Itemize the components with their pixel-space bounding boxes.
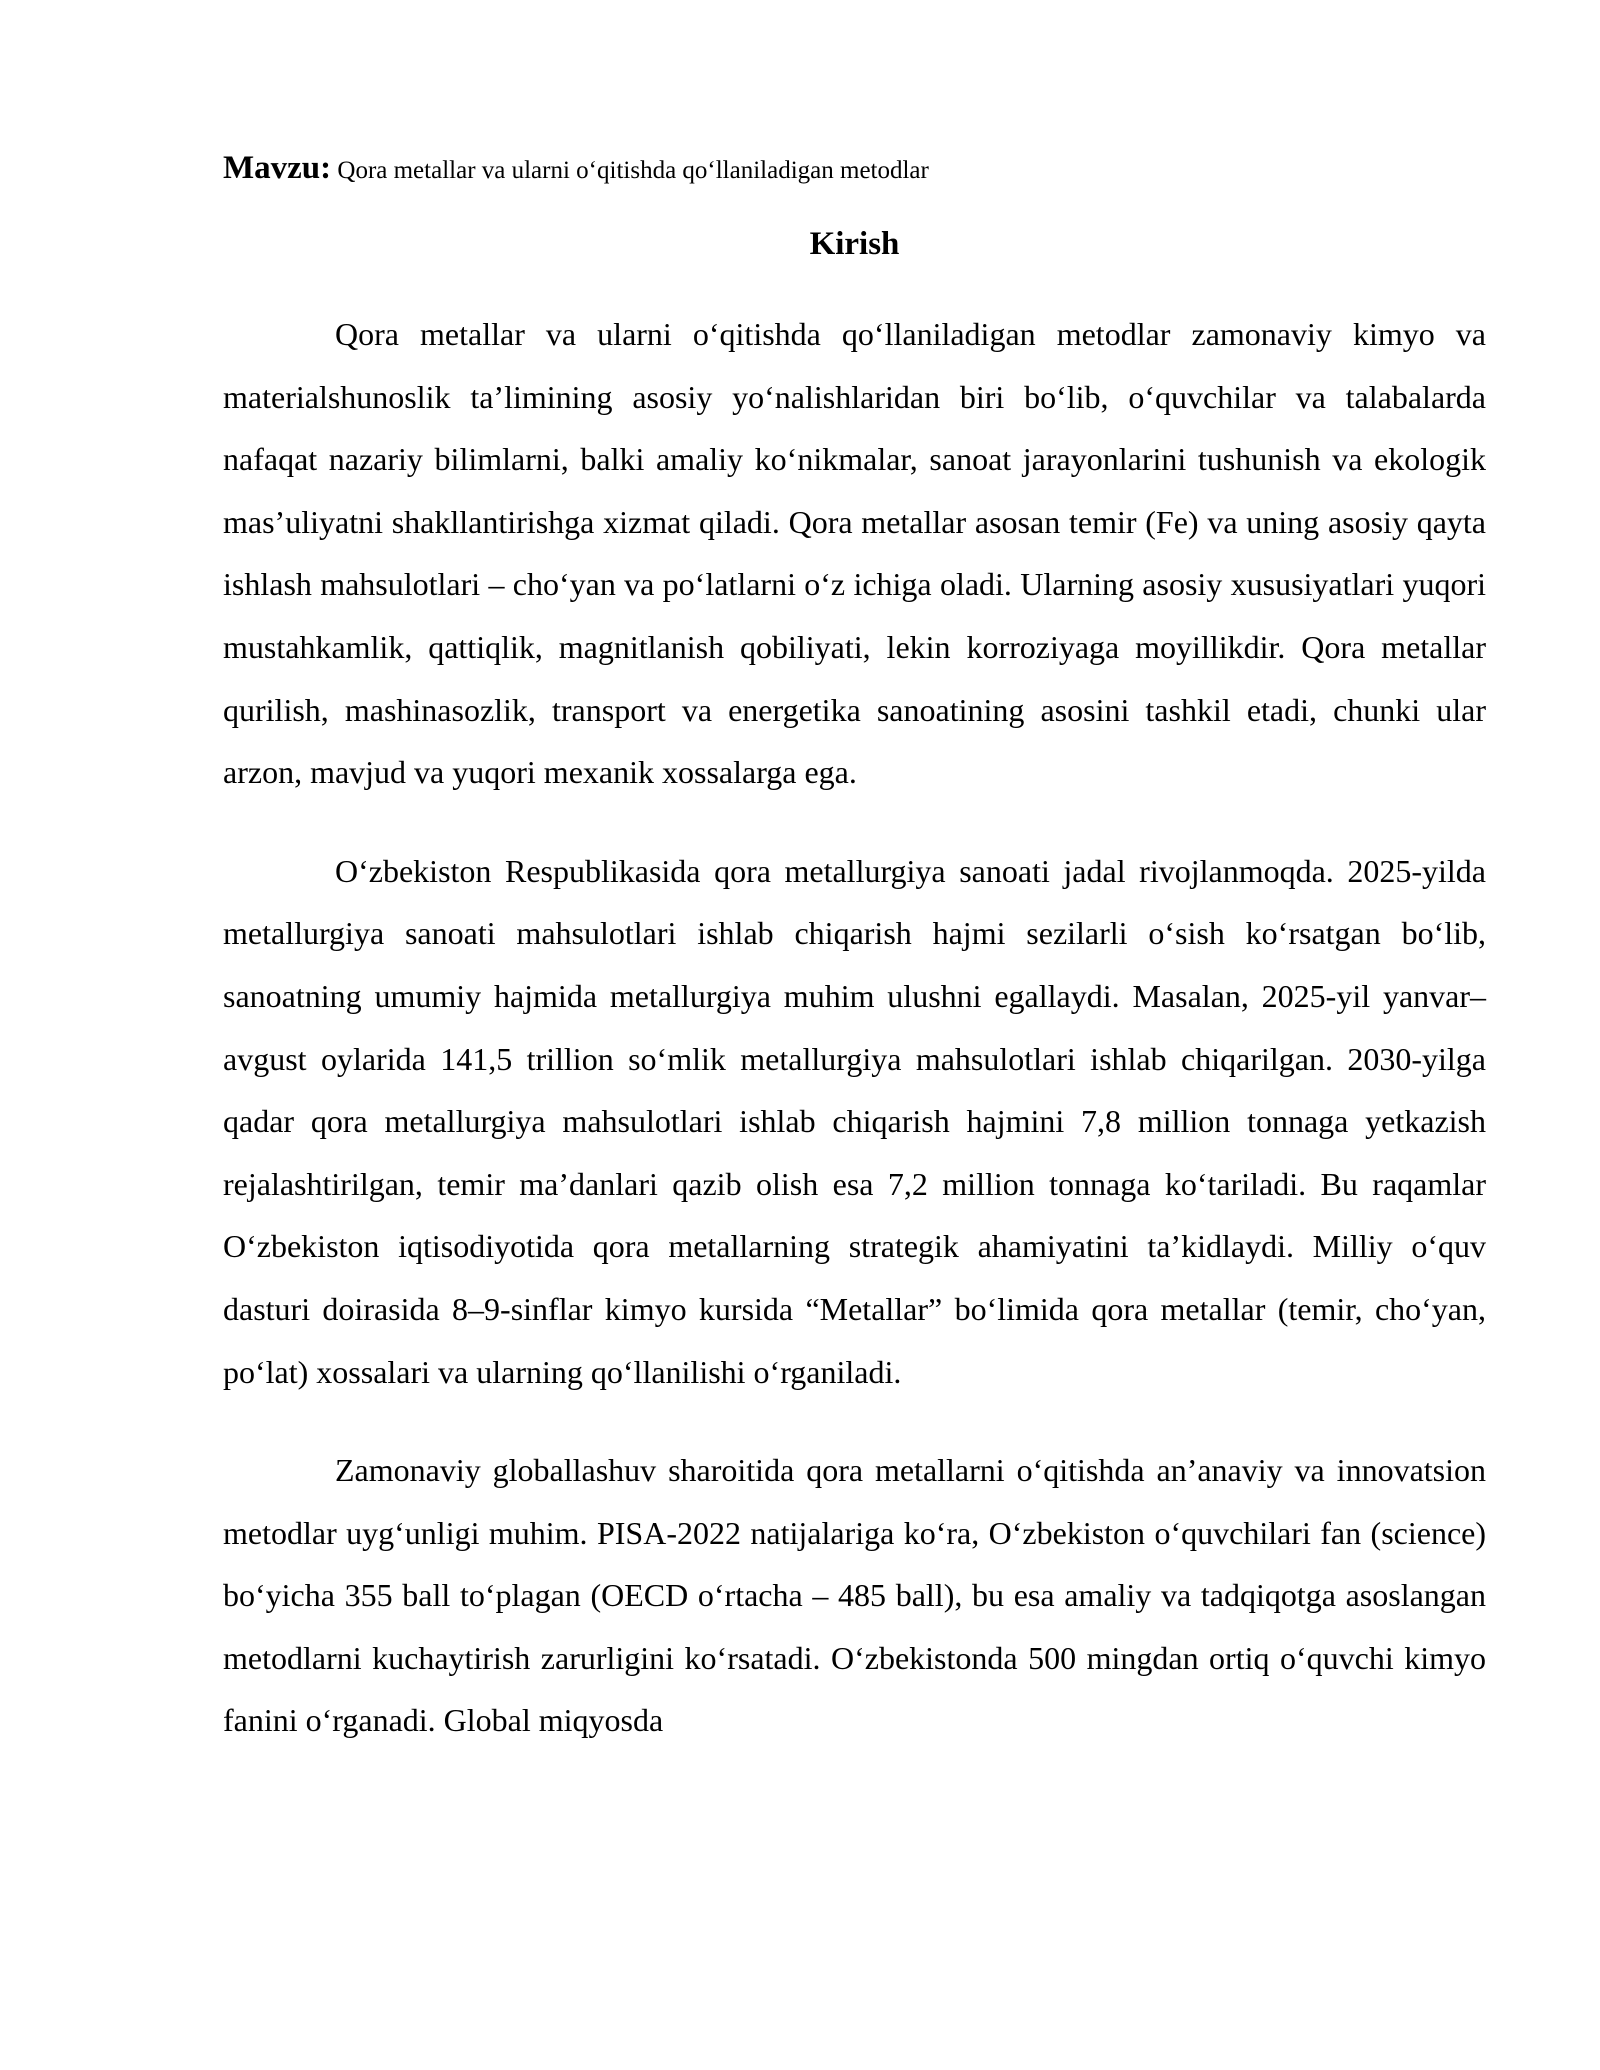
paragraph-1: Qora metallar va ularni o‘qitishda qo‘llaniladigan metodlar zamonaviy kimyo va materialshunoslik ta’limining asosiy yo‘nalishlaridan biri bo‘lib, o‘quvchilar va talabalarda nafaqat nazariy bilimlarni, balki amaliy ko‘nikmalar, sanoat jarayonlarini tushunish va ekologik mas’uliyatni shakllantirishga xizmat qiladi. Qora metallar asosan temir (Fe) va uning asosiy qayta ishlash mahsulotlari – cho‘yan va po‘latlarni o‘z ichiga oladi. Ularning asosiy xususiyatlari yuqori mustahkamlik, qattiqlik, magnitlanish qobiliyati, lekin korroziyaga moyillikdir. Qora metallar qurilish, mashinasozlik, transport va energetika sanoatining asosini tashkil etadi, chunki ular arzon, mavjud va yuqori mexanik xossalarga ega. bbox=[223, 316, 1486, 791]
document-page bbox=[223, 148, 1486, 1788]
paragraph-2: O‘zbekiston Respublikasida qora metallurgiya sanoati jadal rivojlanmoqda. 2025-yilda metallurgiya sanoati mahsulotlari ishlab chiqarish hajmi sezilarli o‘sish ko‘rsatgan bo‘lib, sanoatning umumiy hajmida metallurgiya muhim ulushni egallaydi. Masalan, 2025-yil yanvar–avgust oylarida 141,5 trillion so‘mlik metallurgiya mahsulotlari ishlab chiqarilgan. 2030-yilga qadar qora metallurgiya mahsulotlari ishlab chiqarish hajmini 7,8 million tonnaga yetkazish rejalashtirilgan, temir ma’danlari qazib olish esa 7,2 million tonnaga ko‘tariladi. Bu raqamlar O‘zbekiston iqtisodiyotida qora metallarning strategik ahamiyatini ta’kidlaydi. Milliy o‘quv dasturi doirasida 8–9-sinflar kimyo kursida “Metallar” bo‘limida qora metallar (temir, cho‘yan, po‘lat) xossalari va ularning qo‘llanilishi o‘rganiladi. bbox=[223, 852, 1486, 1390]
topic-line bbox=[223, 148, 1486, 191]
paragraph-3: Zamonaviy globallashuv sharoitida qora metallarni o‘qitishda an’anaviy va innovatsion metodlar uyg‘unligi muhim. PISA-2022 natijalariga ko‘ra, O‘zbekiston o‘quvchilari fan (science) bo‘yicha 355 ball to‘plagan (OECD o‘rtacha – 485 ball), bu esa amaliy va tadqiqotga asoslangan metodlarni kuchaytirish zarurligini ko‘rsatadi. O‘zbekistonda 500 mingdan ortiq o‘quvchi kimyo fanini o‘rganadi. Global miqyosda bbox=[223, 1452, 1486, 1739]
topic-text: Qora metallar va ularni o‘qitishda qo‘llaniladigan metodlar bbox=[337, 157, 929, 184]
topic-label: Mavzu: bbox=[223, 150, 332, 186]
section-heading: Kirish bbox=[809, 226, 900, 262]
